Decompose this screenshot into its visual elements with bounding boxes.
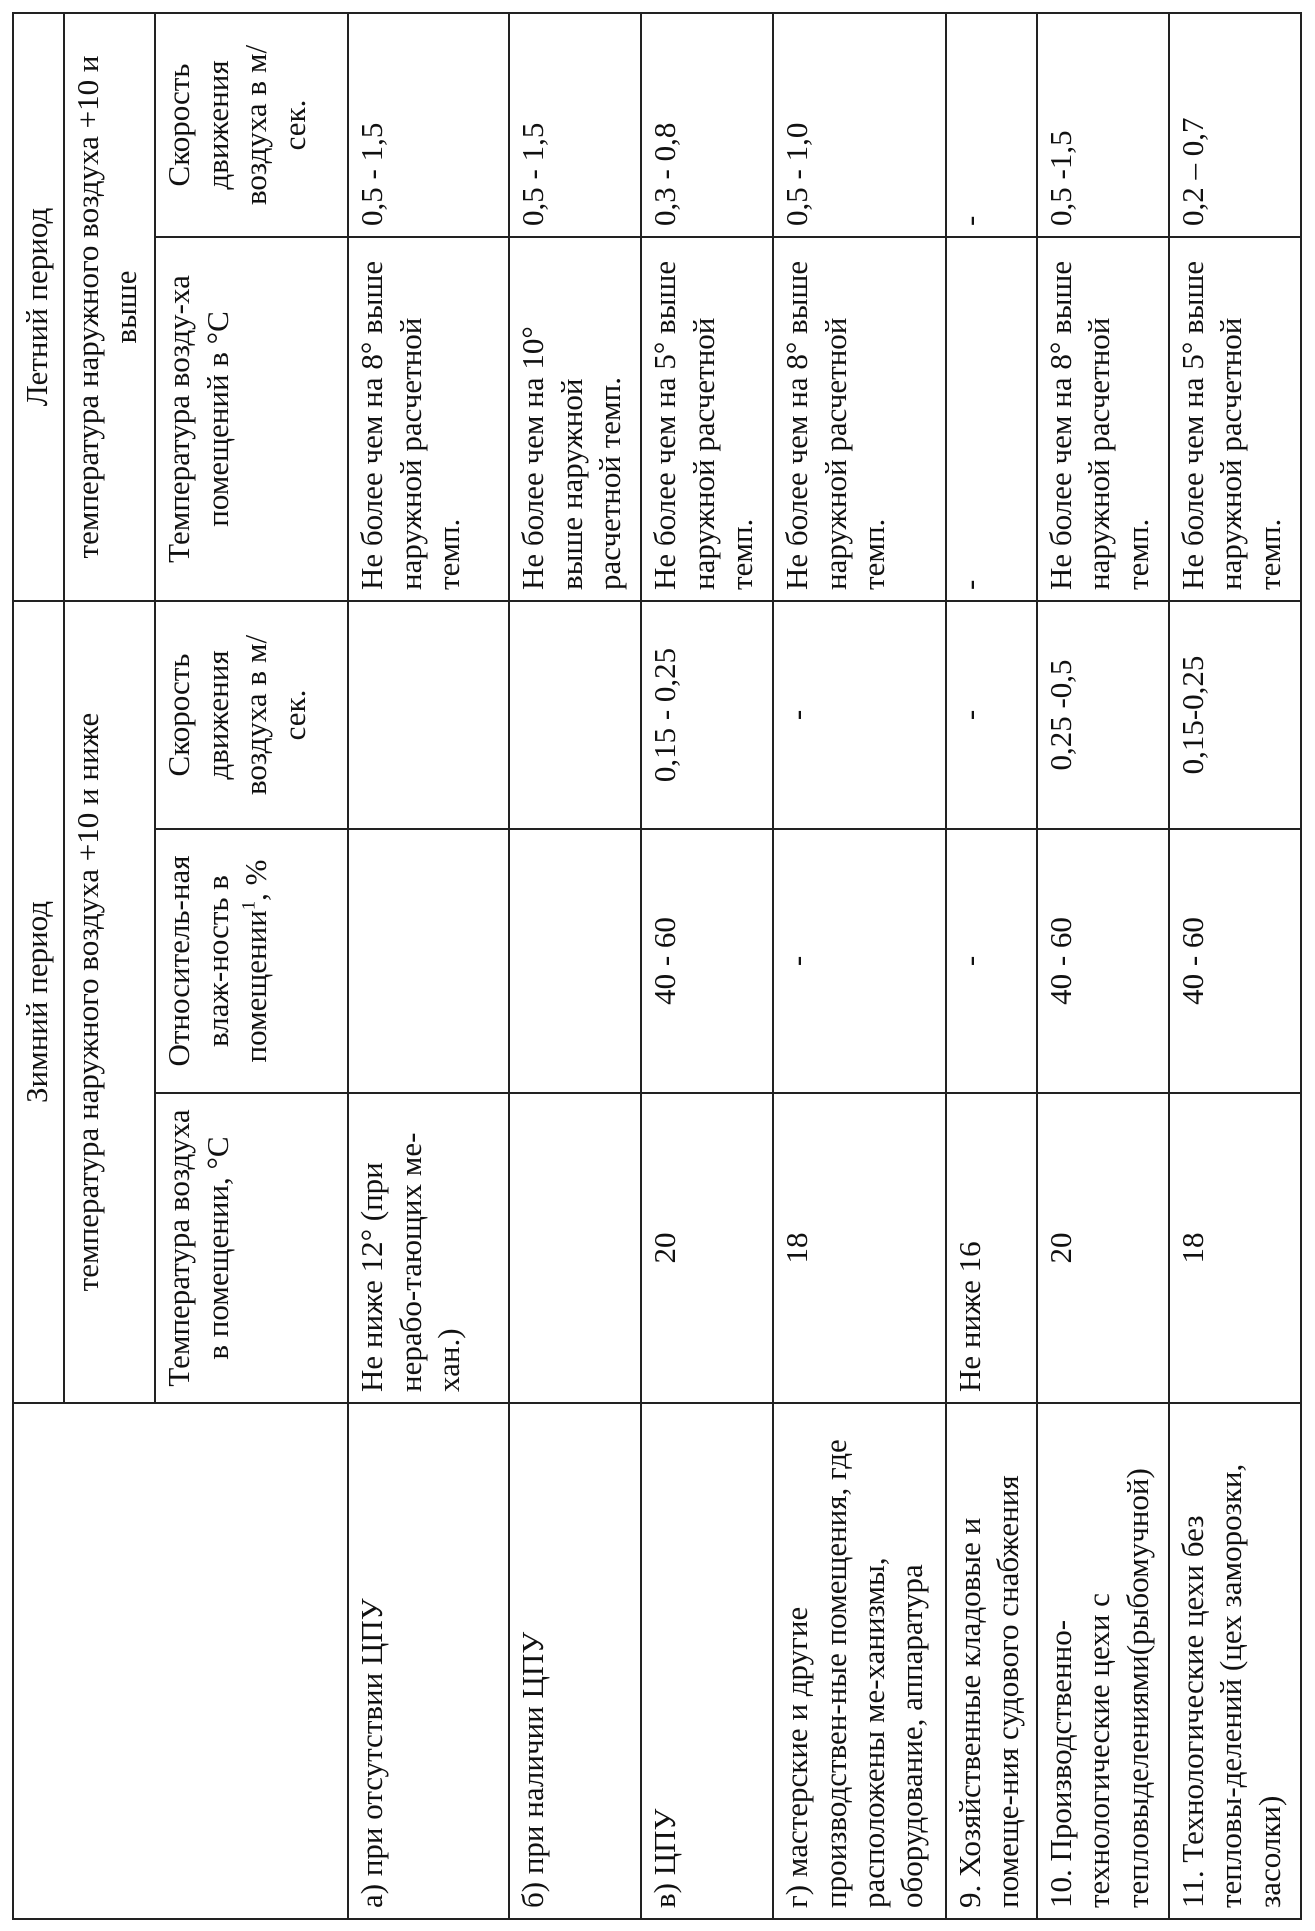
- winter-temperature-cell: [509, 1093, 641, 1403]
- winter-air-speed-cell: -: [773, 601, 945, 829]
- summer-air-speed-cell: -: [946, 13, 1037, 237]
- winter-temperature-cell: Не ниже 16: [946, 1093, 1037, 1403]
- winter-air-speed-cell: [348, 601, 509, 829]
- header-room-cell: [13, 1403, 348, 1919]
- header-winter-temperature: Температура воздуха в помещении, °С: [155, 1093, 348, 1403]
- table-row: [641, 13, 773, 1919]
- table-row: [946, 13, 1037, 1919]
- winter-temperature-cell: 20: [641, 1093, 773, 1403]
- winter-temperature-cell: 18: [1169, 1093, 1301, 1403]
- header-winter-air-speed: Скорость движения воздуха в м/сек.: [155, 601, 348, 829]
- header-summer-air-speed: Скорость движения воздуха в м/сек.: [155, 13, 348, 237]
- footnote-mark: 1: [239, 900, 261, 911]
- header-row-period: [13, 13, 64, 1919]
- winter-humidity-cell: 40 - 60: [641, 829, 773, 1093]
- summer-temperature-cell: Не более чем на 8° выше наружной расчетной темп.: [348, 237, 509, 601]
- microclimate-norms-table: [12, 12, 1302, 1920]
- summer-air-speed-cell: 0,2 – 0,7: [1169, 13, 1301, 237]
- winter-temperature-cell: Не ниже 12° (при нерабо-тающих ме-хан.): [348, 1093, 509, 1403]
- room-name-cell: 11. Технологические цехи без тепловы-делений (цех заморозки, засолки): [1169, 1403, 1301, 1919]
- summer-air-speed-cell: 0,5 - 1,5: [509, 13, 641, 237]
- table-row: [1037, 13, 1169, 1919]
- summer-air-speed-cell: 0,5 - 1,5: [348, 13, 509, 237]
- summer-temperature-cell: Не более чем на 5° выше наружной расчетной темп.: [1169, 237, 1301, 601]
- summer-temperature-cell: -: [946, 237, 1037, 601]
- room-name-cell: г) мастерские и другие производствен-ные помещения, где расположены ме-ханизмы, оборудование, аппаратура: [773, 1403, 945, 1919]
- summer-temperature-cell: Не более чем на 8° выше наружной расчетной темп.: [1037, 237, 1169, 601]
- winter-humidity-cell: -: [946, 829, 1037, 1093]
- table-row: [773, 13, 945, 1919]
- summer-temperature-cell: Не более чем на 8° выше наружной расчетной темп.: [773, 237, 945, 601]
- winter-humidity-cell: 40 - 60: [1169, 829, 1301, 1093]
- rotated-page: [12, 14, 1302, 1920]
- table-row: [348, 13, 509, 1919]
- header-winter-humidity-unit: , %: [238, 859, 274, 901]
- summer-temperature-cell: Не более чем на 5° выше наружной расчетной темп.: [641, 237, 773, 601]
- winter-air-speed-cell: 0,25 -0,5: [1037, 601, 1169, 829]
- header-summer-condition: температура наружного воздуха +10 и выше: [64, 13, 155, 601]
- table-row: [1169, 13, 1301, 1919]
- summer-air-speed-cell: 0,5 - 1,0: [773, 13, 945, 237]
- header-winter-humidity-text: Относитель-ная влаж-ность в помещении: [161, 855, 274, 1067]
- room-name-cell: в) ЦПУ: [641, 1403, 773, 1919]
- header-winter-humidity: [155, 829, 348, 1093]
- winter-temperature-cell: 20: [1037, 1093, 1169, 1403]
- room-name-cell: а) при отсутствии ЦПУ: [348, 1403, 509, 1919]
- winter-humidity-cell: [348, 829, 509, 1093]
- header-summer-temperature: Температура возду-ха помещений в °С: [155, 237, 348, 601]
- winter-humidity-cell: -: [773, 829, 945, 1093]
- winter-air-speed-cell: [509, 601, 641, 829]
- room-name-cell: б) при наличии ЦПУ: [509, 1403, 641, 1919]
- header-winter-period: Зимний период: [13, 601, 64, 1403]
- winter-humidity-cell: 40 - 60: [1037, 829, 1169, 1093]
- summer-temperature-cell: Не более чем на 10° выше наружной расчетной темп.: [509, 237, 641, 601]
- room-name-cell: 10. Производственно- технологические цехи с тепловыделениями(рыбомучной): [1037, 1403, 1169, 1919]
- winter-air-speed-cell: 0,15-0,25: [1169, 601, 1301, 829]
- winter-temperature-cell: 18: [773, 1093, 945, 1403]
- winter-air-speed-cell: -: [946, 601, 1037, 829]
- summer-air-speed-cell: 0,5 -1,5: [1037, 13, 1169, 237]
- room-name-cell: 9. Хозяйственные кладовые и помеще-ния судового снабжения: [946, 1403, 1037, 1919]
- summer-air-speed-cell: 0,3 - 0,8: [641, 13, 773, 237]
- winter-air-speed-cell: 0,15 - 0,25: [641, 601, 773, 829]
- header-summer-period: Летний период: [13, 13, 64, 601]
- table-row: [509, 13, 641, 1919]
- winter-humidity-cell: [509, 829, 641, 1093]
- header-winter-condition: температура наружного воздуха +10 и ниже: [64, 601, 155, 1403]
